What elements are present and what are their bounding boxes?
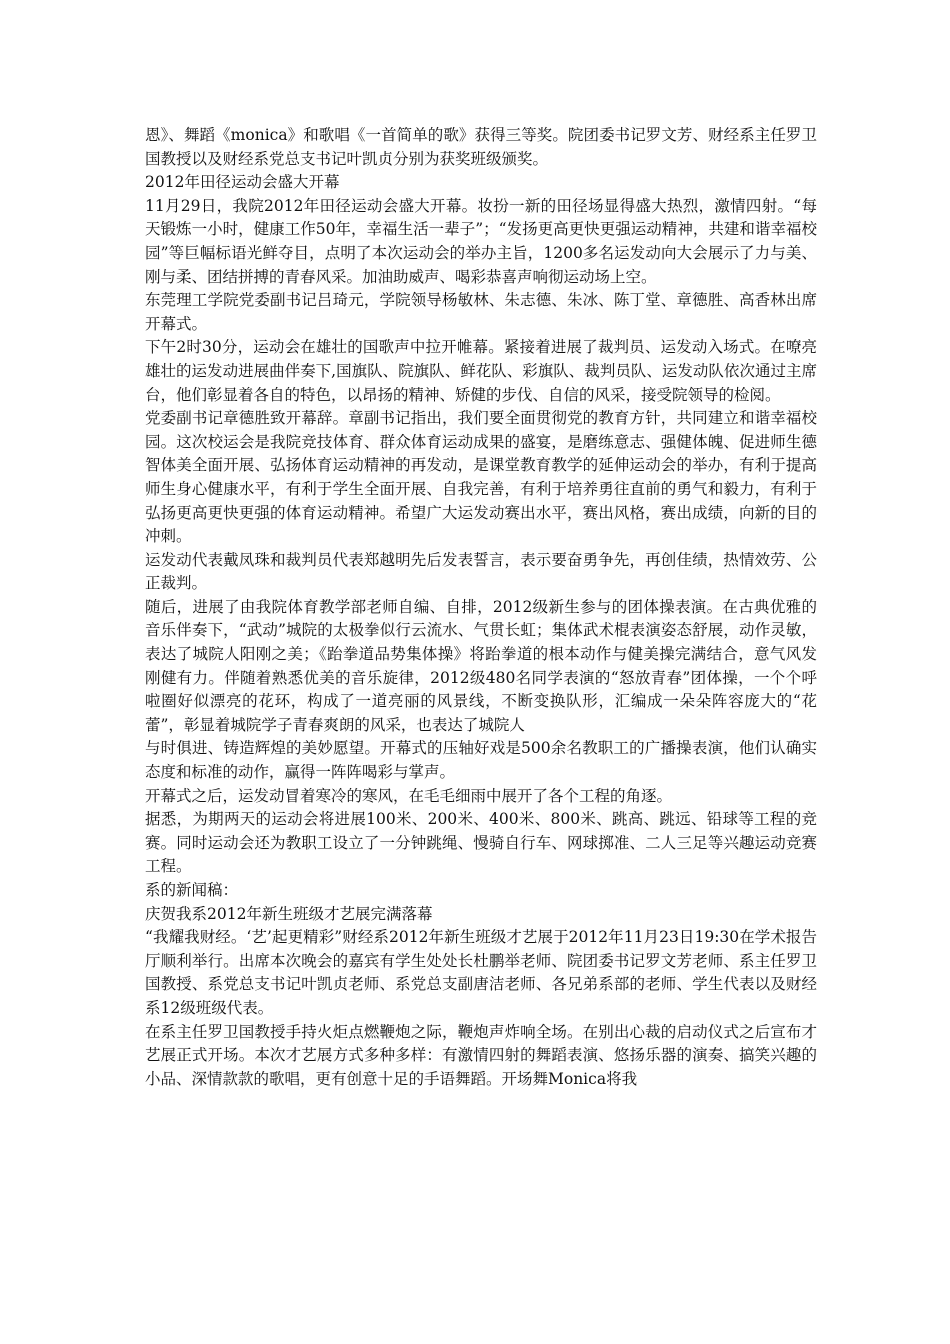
paragraph-events: 据悉，为期两天的运动会将进展100米、200米、400米、800米、跳高、跳远、铅球等工程的竞赛。同时运动会还为教职工设立了一分钟跳绳、慢骑自行车、网球掷准、二人三足等兴趣运动竞赛工程。 bbox=[145, 810, 817, 876]
heading-sports-meet: 2012年田径运动会盛大开幕 bbox=[145, 173, 340, 192]
paragraph-speech: 党委副书记章德胜致开幕辞。章副书记指出，我们要全面贯彻党的教育方针，共同建立和谐幸福校园。这次校运会是我院竞技体育、群众体育运动成果的盛宴，是磨练意志、强健体魄、促进师生德智体美全面开展、弘扬体育运动精神的再发动，是课堂教育教学的延伸运动会的举办，有利于提高师生身心健康水平，有利于学生全面开展、自我完善，有利于培养勇往直前的勇气和毅力，有利于弘扬更高更快更强的体育运动精神。希望广大运发动赛出水平，赛出风格，赛出成绩，向新的目的冲刺。 bbox=[145, 409, 817, 546]
paragraph-performance: 随后，进展了由我院体育教学部老师自编、自排，2012级新生参与的团体操表演。在古典优雅的音乐伴奏下，“武动”城院的太极拳似行云流水、气贯长虹；集体武术棍表演姿态舒展，动作灵敏，表达了城院人阳刚之美；《跆拳道品势集体操》将跆拳道的根本动作与健美操完满结合，意气风发刚健有力。伴随着熟悉优美的音乐旋律，2012级480名同学表演的“怒放青春”团体操，一个个呼啦圈好似漂亮的花环，构成了一道亮丽的风景线，不断变换队形，汇编成一朵朵阵容庞大的“花蕾”，彰显着城院学子青春爽朗的风采，也表达了城院人 bbox=[145, 597, 817, 734]
paragraph-awards: 恩》、舞蹈《monica》和歌唱《一首简单的歌》获得三等奖。院团委书记罗文芳、财经系主任罗卫国教授以及财经系党总支书记叶凯贞分别为获奖班级颁奖。 bbox=[145, 126, 817, 168]
paragraph-oath: 运发动代表戴凤珠和裁判员代表郑越明先后发表誓言，表示要奋勇争先，再创佳绩，热情效劳、公正裁判。 bbox=[145, 550, 817, 593]
heading-talent-show: 庆贺我系2012年新生班级才艺展完满落幕 bbox=[145, 904, 433, 923]
paragraph-talent-show: “我耀我财经。‘艺’起更精彩”财经系2012年新生班级才艺展于2012年11月23日19:30在学术报告厅顺利举行。出席本次晚会的嘉宾有学生处处长杜鹏举老师、院团委书记罗文芳老师、系主任罗卫国教授、系党总支书记叶凯贞老师、系党总支副唐洁老师、各兄弟系部的老师、学生代表以及财经系12级班级代表。 bbox=[145, 928, 817, 1017]
paragraph-talent-opening: 在系主任罗卫国教授手持火炬点燃鞭炮之际，鞭炮声炸响全场。在别出心裁的启动仪式之后宣布才艺展正式开场。本次才艺展方式多种多样：有激情四射的舞蹈表演、悠扬乐器的演奏、搞笑兴趣的小品、深情款款的歌唱，更有创意十足的手语舞蹈。开场舞Monica将我 bbox=[145, 1022, 817, 1088]
heading-dept-news: 系的新闻稿： bbox=[145, 881, 239, 899]
paragraph-performance-cont: 与时俱进、铸造辉煌的美妙愿望。开幕式的压轴好戏是500余名教职工的广播操表演，他们认确实态度和标准的动作，赢得一阵阵喝彩与掌声。 bbox=[145, 739, 817, 782]
paragraph-competition: 开幕式之后，运发动冒着寒冷的寒风，在毛毛细雨中展开了各个工程的角逐。 bbox=[145, 786, 673, 805]
paragraph-leaders: 东莞理工学院党委副书记吕琦元，学院领导杨敏林、朱志德、朱冰、陈丁堂、章德胜、高香林出席开幕式。 bbox=[145, 291, 817, 333]
document-body bbox=[145, 124, 817, 1091]
paragraph-opening: 11月29日，我院2012年田径运动会盛大开幕。妆扮一新的田径场显得盛大热烈，激情四射。“每天锻炼一小时，健康工作50年，幸福生活一辈子”；“发扬更高更快更强运动精神，共建和谐幸福校园”等巨幅标语光鲜夺目，点明了本次运动会的举办主旨，1200多名运发动向大会展示了力与美、刚与柔、团结拼搏的青春风采。加油助威声、喝彩恭喜声响彻运动场上空。 bbox=[145, 196, 817, 286]
paragraph-parade: 下午2时30分，运动会在雄壮的国歌声中拉开帷幕。紧接着进展了裁判员、运发动入场式。在嘹亮雄壮的运发动进展曲伴奏下,国旗队、院旗队、鲜花队、彩旗队、裁判员队、运发动队依次通过主席台，他们彰显着各自的特色，以昂扬的精神、矫健的步伐、自信的风采，接受院领导的检阅。 bbox=[145, 338, 817, 404]
